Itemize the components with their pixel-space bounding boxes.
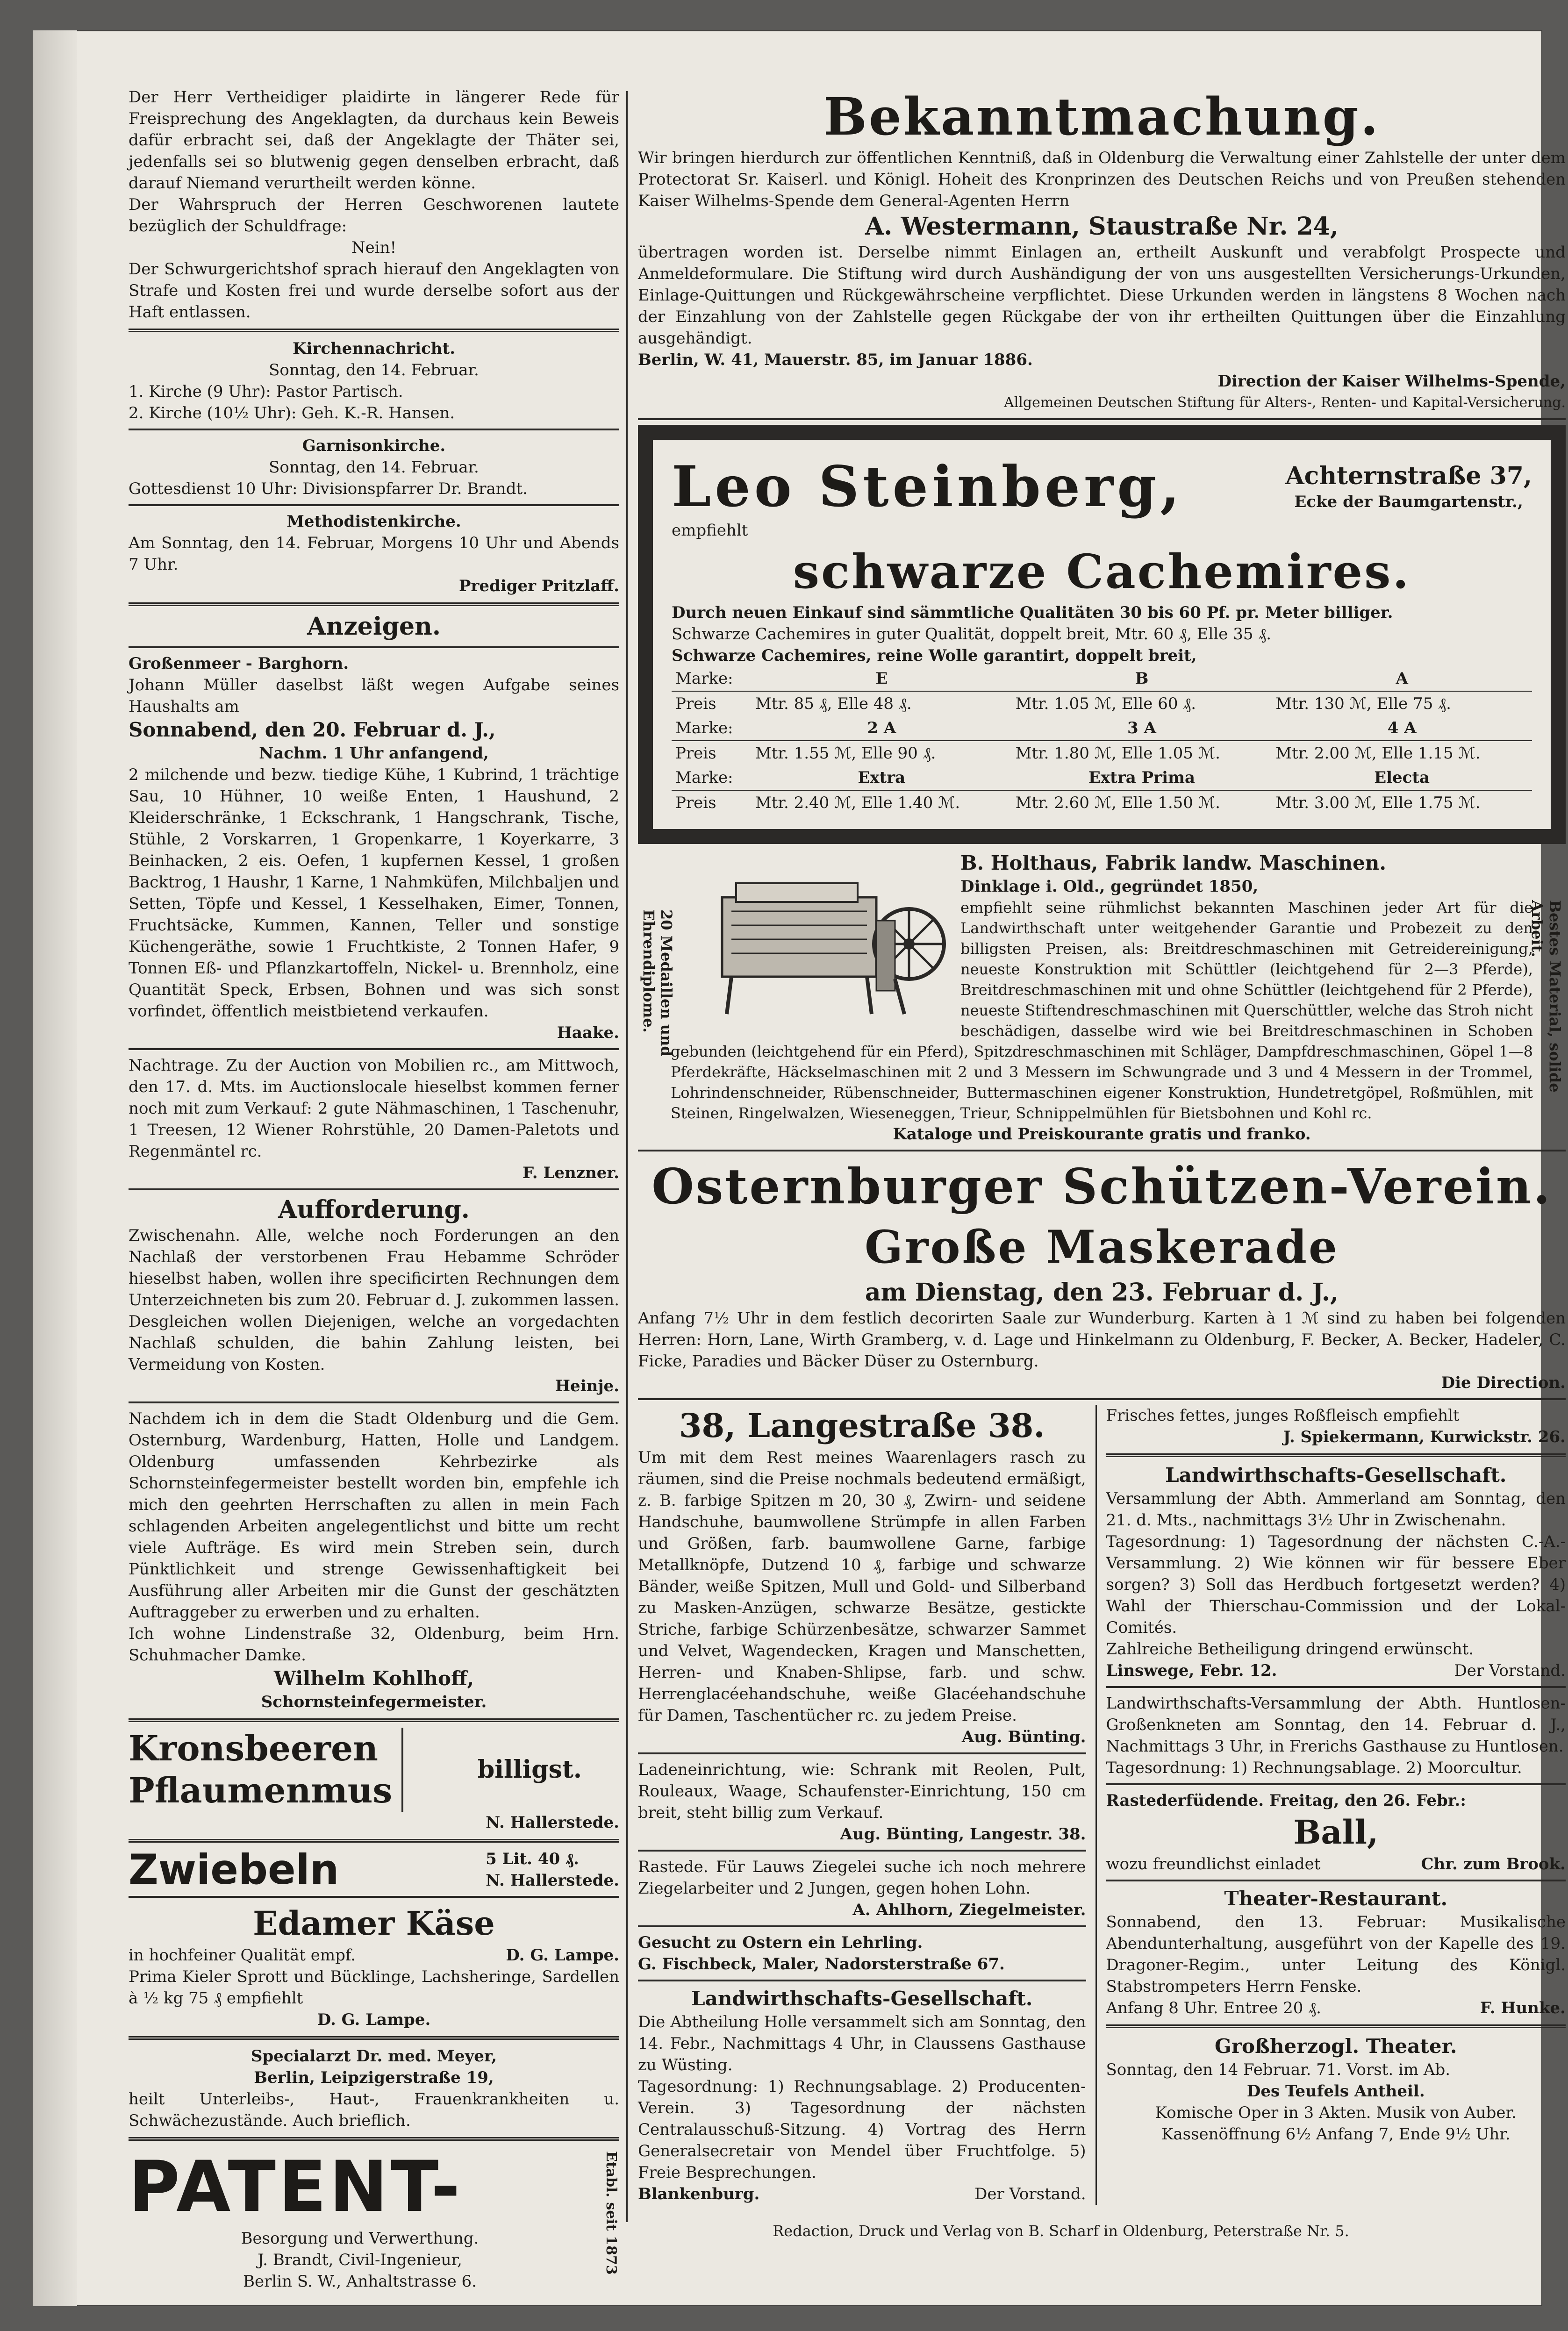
call-signature: Heinje. [555, 1377, 619, 1395]
langestr-signature: Aug. Bünting. [961, 1728, 1086, 1746]
church-line-2: 2. Kirche (10½ Uhr): Geh. K.-R. Hansen. [129, 404, 455, 422]
masquerade-sub: Große Maskerade [864, 1221, 1339, 1273]
marks-row [672, 765, 1532, 790]
masquerade-ad [638, 1151, 1566, 1394]
fish-signature: D. G. Lampe. [317, 2010, 431, 2029]
apprentice-text: Gesucht zu Ostern ein Lehrling. [638, 1933, 923, 1952]
divider [129, 1896, 619, 1898]
steinberg-product: schwarze Cachemires. [793, 544, 1411, 599]
auction2-signature: F. Lenzner. [523, 1164, 619, 1182]
mark: 3 A [1012, 716, 1272, 741]
holthaus-side-right: Bestes Material, solide Arbeit. [1528, 900, 1564, 1093]
chimney-name: Wilhelm Kohlhoff, [273, 1667, 474, 1690]
landw1-footer [638, 2183, 1086, 2205]
langestr-title: 38, Langestraße 38. [679, 1406, 1045, 1445]
mark: Extra [752, 765, 1012, 790]
patent-line-1: Besorgung und Verwerthung. [241, 2229, 479, 2248]
newspaper-page [33, 30, 1566, 2306]
landw1-text: Die Abtheilung Holle versammelt sich am Sonntag, den 14. Febr., Nachmittags 4 Uhr, in Claussens Gasthause zu Wüsting. [638, 2013, 1086, 2074]
trial-text-2: Der Wahrspruch der Herren Geschworenen lautete bezüglich der Schuldfrage: [129, 195, 619, 236]
cheese-text: in hochfeiner Qualität empf. [129, 1946, 356, 1965]
onion-title: Zwiebeln [129, 1845, 339, 1894]
mark: A [1272, 666, 1532, 691]
landw1-title: Landwirthschafts-Gesellschaft. [691, 1987, 1033, 2010]
landw1-agenda: Tagesordnung: 1) Rechnungsablage. 2) Producenten-Verein. 3) Tagesordnung der nächsten Centralausschuß-Sitzung. 4) Vortrag des Herrn Generalsecretair von Mendel über Fruchtfolge. 5) Freie Besprechungen. [638, 2077, 1086, 2182]
ball-footer [1106, 1853, 1566, 1875]
court-theater-title: Großherzogl. Theater. [1215, 2035, 1457, 2058]
mark: B [1012, 666, 1272, 691]
court-theater-line-2: Komische Oper in 3 Akten. Musik von Auber. [1155, 2103, 1517, 2122]
ads-title: Anzeigen. [307, 612, 441, 641]
steinberg-ad [638, 425, 1566, 844]
price: Mtr. 1.05 ℳ, Elle 60 ₰. [1015, 694, 1196, 713]
church-title: Kirchennachricht. [292, 339, 456, 358]
price: Mtr. 2.00 ℳ, Elle 1.15 ℳ. [1275, 744, 1481, 763]
marks-row [672, 666, 1532, 691]
steinberg-recommends: empfiehlt [672, 521, 748, 540]
holthaus-side-left: 20 Medaillen und Ehrendiplome. [640, 909, 675, 1057]
divider [129, 329, 619, 332]
doctor-line-1: Specialarzt Dr. med. Meyer, [251, 2047, 497, 2066]
auction1-time: Nachm. 1 Uhr anfangend, [259, 744, 489, 763]
steinberg-address-1: Achternstraße 37, [1285, 461, 1532, 490]
divider [129, 602, 619, 606]
shop-fittings-signature: Aug. Bünting, Langestr. 38. [840, 1825, 1086, 1844]
divider [129, 2137, 619, 2141]
auction1-head: Großenmeer - Barghorn. [129, 654, 349, 673]
theater-footer [1106, 1997, 1566, 2019]
price: Mtr. 130 ℳ, Elle 75 ₰. [1275, 694, 1451, 713]
theater-text: Sonnabend, den 13. Februar: Musikalische Abendunterhaltung, ausgeführt von der Kapelle des 19. Dragoner-Regim., unter Leitung des Königl. Stabstrompeters Herrn Fenske. [1106, 1913, 1566, 1996]
notice-sub: Allgemeinen Deutschen Stiftung für Alters-, Renten- und Kapital-Versicherung. [1004, 394, 1566, 411]
steinberg-line-2: Schwarze Cachemires, reine Wolle garantirt, doppelt breit, [672, 646, 1197, 665]
mark-label: Marke: [672, 666, 752, 691]
masquerade-date: am Dienstag, den 23. Februar d. J., [865, 1278, 1339, 1307]
divider [638, 1752, 1086, 1754]
landw2-footer [1106, 1660, 1566, 1681]
krons-signature: N. Hallerstede. [486, 1813, 619, 1832]
price: Mtr. 2.60 ℳ, Elle 1.50 ℳ. [1015, 794, 1220, 812]
mark-label: Marke: [672, 716, 752, 741]
divider [1106, 1783, 1566, 1785]
landw1-signature: Der Vorstand. [974, 2185, 1086, 2203]
masquerade-signature: Die Direction. [1441, 1373, 1566, 1392]
notice-title: Bekanntmachung. [823, 86, 1380, 147]
price: Mtr. 2.40 ℳ, Elle 1.40 ℳ. [755, 794, 960, 812]
masquerade-text: Anfang 7½ Uhr in dem festlich decorirten Saale zur Wunderburg. Karten à 1 ℳ sind zu haben bei folgenden Herren: Horn, Lane, Wirth Gramberg, v. d. Lage und Hinkelmann zu Oldenburg, F. Becker, A. Becker, Hadeler, C. Ficke, Paradies und Bäcker Düser zu Osternburg. [638, 1309, 1566, 1371]
patent-title: PATENT- [129, 2146, 463, 2228]
onion-price: 5 Lit. 40 ₰. [486, 1850, 579, 1868]
landw2-title: Landwirthschafts-Gesellschaft. [1165, 1464, 1507, 1487]
divider [1106, 2024, 1566, 2028]
prices-row [672, 741, 1532, 765]
trial-text-4: Der Schwurgerichtshof sprach hierauf den Angeklagten von Strafe und Kosten frei und wurde derselbe sofort aus der Haft entlassen. [129, 260, 619, 322]
landw2-note: Zahlreiche Betheiligung dringend erwünscht. [1106, 1640, 1474, 1659]
mark-label: Marke: [672, 765, 752, 790]
landw2-agenda: Tagesordnung: 1) Tagesordnung der nächsten C.-A.-Versammlung. 2) Wie können wir für bessere Eber sorgen? 3) Soll das Herdbuch fortgesetzt werden? 4) Wahl der Thierschau-Commission und der Lokal-Comités. [1106, 1532, 1566, 1637]
holthaus-ad [638, 844, 1566, 1151]
divider [129, 1188, 619, 1190]
patent-line-3: Berlin S. W., Anhaltstrasse 6. [243, 2272, 477, 2291]
apprentice-signature: G. Fischbeck, Maler, Nadorsterstraße 67. [638, 1955, 1005, 1973]
divider [638, 1925, 1086, 1927]
threshing-machine-illustration [708, 855, 951, 1023]
steinberg-header [672, 454, 1532, 520]
krons-price: billigst. [477, 1755, 582, 1784]
garrison-line: Gottesdienst 10 Uhr: Divisionspfarrer Dr. Brandt. [129, 479, 528, 498]
holthaus-text: empfiehlt seine rühmlichst bekannten Maschinen jeder Art für die Landwirthschaft unter weitgehender Garantie und Probezeit zu den billigsten Preisen, als: Breitdreschmaschinen mit Getreidereinigung, neueste Konstruktion mit Schüttler (leichtgehend für 2—3 Pferde), Breitdreschmaschinen mit und ohne Schüttler (leichtgehend für 2 Pferde), neueste Stiftendreschmaschinen mit Querschüttler, welche das Stroh nicht beschädigen, dasselbe wird wie bei Breitdreschmaschinen in Schoben gebunden (leichtgehend für ein Pferd), Spitzdreschmaschinen mit Schläger, Dampfdreschmaschinen, Göpel 1—8 Pferdekräfte, Häckselmaschinen mit 2 und 3 Messern im Schwungrade und 3 und 4 Messern in der Trommel, Lohrindenschneider, Rübenschneider, Buttermaschinen eigener Konstruktion, Hundetretgöpel, Roßmühlen, mit Steinen, Ringelwalzen, Wieseneggen, Trieur, Schnippelmühlen für Bietsbohnen und Kohl rc. [671, 899, 1533, 1122]
right-lower [638, 1405, 1566, 2205]
landw2-text: Versammlung der Abth. Ammerland am Sonntag, den 21. d. Mts., nachmittags 3½ Uhr in Zwischenahn. [1106, 1489, 1566, 1530]
notice-text-2: übertragen worden ist. Derselbe nimmt Einlagen an, ertheilt Auskunft und verabfolgt Prospecte und Anmeldeformulare. Die Stiftung wird durch Aushändigung der von uns ausgestellten Versicherungs-Urkunden, Einlage-Quittungen und Rückgewährscheine verpflichtet. Diese Urkunden werden in längstens 8 Wochen nach der Einzahlung von der Zahlstelle gegen Rückgabe der von ihr ertheilten Quittungen über die Einzahlung ausgehändigt. [638, 243, 1566, 348]
auction1-date: Sonnabend, den 20. Februar d. J., [129, 718, 496, 741]
cheese-title: Edamer Käse [253, 1904, 495, 1943]
masquerade-title: Osternburger Schützen-Verein. [652, 1158, 1552, 1215]
price: Mtr. 85 ₰, Elle 48 ₰. [755, 694, 912, 713]
auction2-text: Nachtrage. Zu der Auction von Mobilien rc., am Mittwoch, den 17. d. Mts. im Auctionslocale hieselbst kommen ferner noch mit zum Verkauf: 2 gute Nähmaschinen, 1 Taschenuhr, 1 Treesen, 12 Wiener Rohrstühle, 20 Damen-Paletots und Regenmäntel rc. [129, 1056, 619, 1161]
left-column [129, 86, 619, 2292]
onion-info [486, 1848, 619, 1891]
patent-ad [129, 2146, 619, 2292]
divider [129, 646, 619, 648]
roast-signature: J. Spiekermann, Kurwickstr. 26. [1283, 1428, 1566, 1446]
price: Mtr. 1.80 ℳ, Elle 1.05 ℳ. [1015, 744, 1220, 763]
rastede-signature: A. Ahlhorn, Ziegelmeister. [852, 1901, 1086, 1919]
onion-ad [129, 1845, 619, 1894]
price: Mtr. 3.00 ℳ, Elle 1.75 ℳ. [1275, 794, 1481, 812]
notice-text: Wir bringen hierdurch zur öffentlichen Kenntniß, daß in Oldenburg die Verwaltung einer Zahlstelle der unter dem Protectorat Sr. Kaiserl. und Königl. Hoheit des Kronprinzen des Deutschen Reichs und von Preußen stehenden Kaiser Wilhelms-Spende dem General-Agenten Herrn [638, 149, 1566, 210]
krons-line-1: Kronsbeeren [129, 1729, 378, 1769]
divider [638, 1850, 1086, 1852]
patent-line-2: J. Brandt, Civil-Ingenieur, [258, 2251, 462, 2269]
price-label: Preis [675, 694, 716, 713]
steinberg-price-table [672, 666, 1532, 815]
ball-invite: wozu freundlichst einladet [1106, 1855, 1321, 1873]
prices-row [672, 691, 1532, 716]
auction1-signature: Haake. [557, 1023, 619, 1042]
steinberg-text: Durch neuen Einkauf sind sämmtliche Qualitäten 30 bis 60 Pf. pr. Meter billiger. [672, 603, 1393, 622]
price-label: Preis [675, 744, 716, 763]
garrison-title: Garnisonkirche. [302, 436, 446, 455]
right-column [638, 86, 1566, 2205]
divider [1106, 1686, 1566, 1688]
theater-title: Theater-Restaurant. [1224, 1887, 1448, 1910]
call-title: Aufforderung. [278, 1195, 470, 1224]
price: Mtr. 1.55 ℳ, Elle 90 ₰. [755, 744, 936, 763]
ball-title: Ball, [1293, 1813, 1379, 1852]
chimney-role: Schornsteinfegermeister. [261, 1693, 487, 1711]
krons-products [129, 1728, 403, 1812]
divider [1106, 1880, 1566, 1881]
ball-signature: Chr. zum Brook. [1421, 1855, 1566, 1873]
divider [638, 1980, 1086, 1981]
price-label: Preis [675, 794, 716, 812]
trial-text-3: Nein! [351, 238, 397, 257]
lower-right [1097, 1405, 1566, 2145]
notice-agent: A. Westermann, Staustraße Nr. 24, [865, 212, 1339, 241]
mark: Extra Prima [1012, 765, 1272, 790]
imprint-footer: Redaction, Druck und Verlag von B. Scharf in Oldenburg, Peterstraße Nr. 5. [773, 2222, 1349, 2240]
church-date: Sonntag, den 14. Februar. [269, 361, 479, 379]
onion-signature: N. Hallerstede. [486, 1871, 619, 1890]
steinberg-inner [653, 440, 1551, 829]
divider [129, 429, 619, 430]
rastede-text: Rastede. Für Lauws Ziegelei suche ich noch mehrere Ziegelarbeiter und 2 Jungen, gegen hohen Lohn. [638, 1858, 1086, 1898]
roast-text: Frisches fettes, junges Roßfleisch empfiehlt [1106, 1406, 1460, 1425]
landw2-place: Linswege, Febr. 12. [1106, 1661, 1277, 1680]
lower-left [638, 1405, 1097, 2205]
divider [638, 418, 1566, 420]
marks-row [672, 716, 1532, 741]
divider [129, 1401, 619, 1403]
methodist-title: Methodistenkirche. [286, 512, 461, 531]
divider [129, 1839, 619, 1843]
holthaus-title: B. Holthaus, Fabrik landw. Maschinen. [960, 851, 1386, 874]
mark: E [752, 666, 1012, 691]
landw3-text: Landwirthschafts-Versammlung der Abth. Huntlosen-Großenkneten am Sonntag, den 14. Februar d. J., Nachmittags 3 Uhr, in Frerichs Gasthause zu Huntlosen. [1106, 1694, 1566, 1756]
krons-ad [129, 1728, 619, 1812]
steinberg-address-2: Ecke der Baumgartenstr., [1294, 492, 1523, 511]
krons-line-2: Pflaumenmus [129, 1771, 393, 1811]
ball-text: Rastederfüdende. Freitag, den 26. Febr.: [1106, 1791, 1466, 1810]
theater-start: Anfang 8 Uhr. Entree 20 ₰. [1106, 1999, 1321, 2017]
court-theater-play: Des Teufels Antheil. [1246, 2082, 1425, 2101]
notice-place: Berlin, W. 41, Mauerstr. 85, im Januar 1886. [638, 350, 1033, 369]
fish-text: Prima Kieler Sprott und Bücklinge, Lachsheringe, Sardellen à ½ kg 75 ₰ empfiehlt [129, 1967, 619, 2008]
court-theater-line-3: Kassenöffnung 6½ Anfang 7, Ende 9½ Uhr. [1161, 2125, 1511, 2144]
shop-fittings-text: Ladeneinrichtung, wie: Schrank mit Reolen, Pult, Rouleaux, Waage, Schaufenster-Einrichtung, 150 cm breit, steht billig zum Verkauf. [638, 1760, 1086, 1822]
auction1-text1: Johann Müller daselbst läßt wegen Aufgabe seines Haushalts am [129, 676, 619, 716]
doctor-line-2: Berlin, Leipzigerstraße 19, [254, 2068, 494, 2087]
patent-established: Etabl. seit 1873 [603, 2151, 619, 2275]
steinberg-name: Leo Steinberg, [672, 454, 1183, 520]
methodist-line: Am Sonntag, den 14. Februar, Morgens 10 Uhr und Abends 7 Uhr. [129, 534, 619, 574]
prices-row [672, 790, 1532, 815]
cheese-row [129, 1945, 619, 1966]
cheese-signature: D. G. Lampe. [506, 1946, 619, 1965]
methodist-preacher: Prediger Pritzlaff. [458, 577, 619, 595]
mark: Electa [1272, 765, 1532, 790]
langestr-text: Um mit dem Rest meines Waarenlagers rasch zu räumen, sind die Preise nochmals bedeutend ermäßigt, z. B. farbige Spitzen m 20, 30 ₰, Zwirn- und seidene Handschuhe, baumwollene Strümpfe in allen Farben und Größen, farb. baumwollene Garne, farbige Metallknöpfe, Dutzend 10 ₰, farbige und schwarze Bänder, weiße Spitzen, Mull und Gold- und Silberband zu Masken-Anzügen, schwarze Besätze, gestickte Striche, farbige Schürzenbesätze, schwarzer Sammet und Velvet, Wagendecken, Kragen und Manschetten, Herren- und Knaben-Shlipse, farb. und schw. Herrenglacéehandschuhe, weiße Glacéehandschuhe für Damen, Taschentücher rc. zu jedem Preise. [638, 1448, 1086, 1725]
chimney-text: Nachdem ich in dem die Stadt Oldenburg und die Gem. Osternburg, Wardenburg, Hatten, Holle und Landgem. Oldenburg umfassenden Kehrbezirke als Schornsteinfegermeister bestellt worden bin, empfehle ich mich den geehrten Herrschaften zu allen in mein Fach schlagenden Arbeiten angelegentlichst und bitte um recht viele Aufträge. Es wird mein Streben sein, durch Pünktlichkeit und strenge Gewissenhaftigkeit bei Ausführung aller Arbeiten mir die Gunst der geschätzten Auftraggeber zu erwerben und zu erhalten. [129, 1409, 619, 1622]
garrison-date: Sonntag, den 14. Februar. [269, 458, 479, 477]
holthaus-place: Dinklage i. Old., gegründet 1850, [960, 877, 1259, 896]
mark: 4 A [1272, 716, 1532, 741]
holthaus-catalog: Kataloge und Preiskourante gratis und franko. [893, 1125, 1311, 1144]
landw2-signature: Der Vorstand. [1454, 1661, 1566, 1680]
landw1-place: Blankenburg. [638, 2185, 760, 2203]
steinberg-address [1285, 461, 1532, 513]
divider [638, 1398, 1566, 1400]
notice-direction: Direction der Kaiser Wilhelms-Spende, [1217, 372, 1566, 391]
steinberg-line-1: Schwarze Cachemires in guter Qualität, doppelt breit, Mtr. 60 ₰, Elle 35 ₰. [672, 625, 1272, 644]
doctor-line-3: heilt Unterleibs-, Haut-, Frauenkrankheiten u. Schwächezustände. Auch brieflich. [129, 2090, 619, 2130]
auction1-text2: 2 milchende und bezw. tiedige Kühe, 1 Kubrind, 1 trächtige Sau, 10 Hühner, 10 weiße Enten, 1 Haushund, 2 Kleiderschränke, 1 Eckschrank, 1 Hangschrank, Tische, Stühle, 2 Vorskarren, 1 Gropenkarre, 1 Koyerkarre, 3 Beinhacken, 2 eis. Oefen, 1 kupfernen Kessel, 1 großen Backtrog, 1 Haushr, 1 Karne, 1 Nahmküfen, Milchbaljen und Setten, Töpfe und Kessel, 1 Kesselhaken, Eimer, Tonnen, Fruchtsäcke, Kummen, Kannen, Teller und sonstige Küchengeräthe, sowie 1 Fruchtkiste, 2 Tonnen Hafer, 9 Tonnen Eß- und Pflanzkartoffeln, Nickel- u. Brennholz, eine Quantität Speck, Erbsen, Bohnen und was sich sonst vorfindet, öffentlich meistbietend verkaufen. [129, 765, 619, 1021]
divider [129, 1048, 619, 1050]
mark: 2 A [752, 716, 1012, 741]
landw3-agenda: Tagesordnung: 1) Rechnungsablage. 2) Moorcultur. [1106, 1759, 1522, 1777]
divider [1106, 1453, 1566, 1457]
column-divider [626, 91, 628, 2222]
trial-text-1: Der Herr Vertheidiger plaidirte in längerer Rede für Freisprechung des Angeklagten, da durchaus kein Beweis dafür erbracht sei, daß der Angeklagte der Thäter sei, jedenfalls sei so blutwenig gegen denselben erbracht, daß darauf Niemand verurtheilt werden könne. [129, 88, 619, 193]
divider [129, 504, 619, 506]
page-gutter [33, 30, 77, 2306]
divider [129, 1718, 619, 1722]
divider [129, 2036, 619, 2040]
theater-signature: F. Hunke. [1480, 1999, 1566, 2017]
chimney-address: Ich wohne Lindenstraße 32, Oldenburg, beim Hrn. Schuhmacher Damke. [129, 1624, 619, 1665]
court-theater-line-1: Sonntag, den 14 Februar. 71. Vorst. im Ab. [1106, 2060, 1451, 2079]
church-line-1: 1. Kirche (9 Uhr): Pastor Partisch. [129, 382, 403, 401]
call-text: Zwischenahn. Alle, welche noch Forderungen an den Nachlaß der verstorbenen Frau Hebamme Schröder hieselbst haben, wollen ihre specificirten Rechnungen dem Unterzeichneten bis zum 20. Februar d. J. zukommen lassen. Desgleichen wollen Diejenigen, welche an vorgedachten Nachlaß schulden, die bahin Zahlung leisten, bei Vermeidung von Kosten. [129, 1226, 619, 1374]
